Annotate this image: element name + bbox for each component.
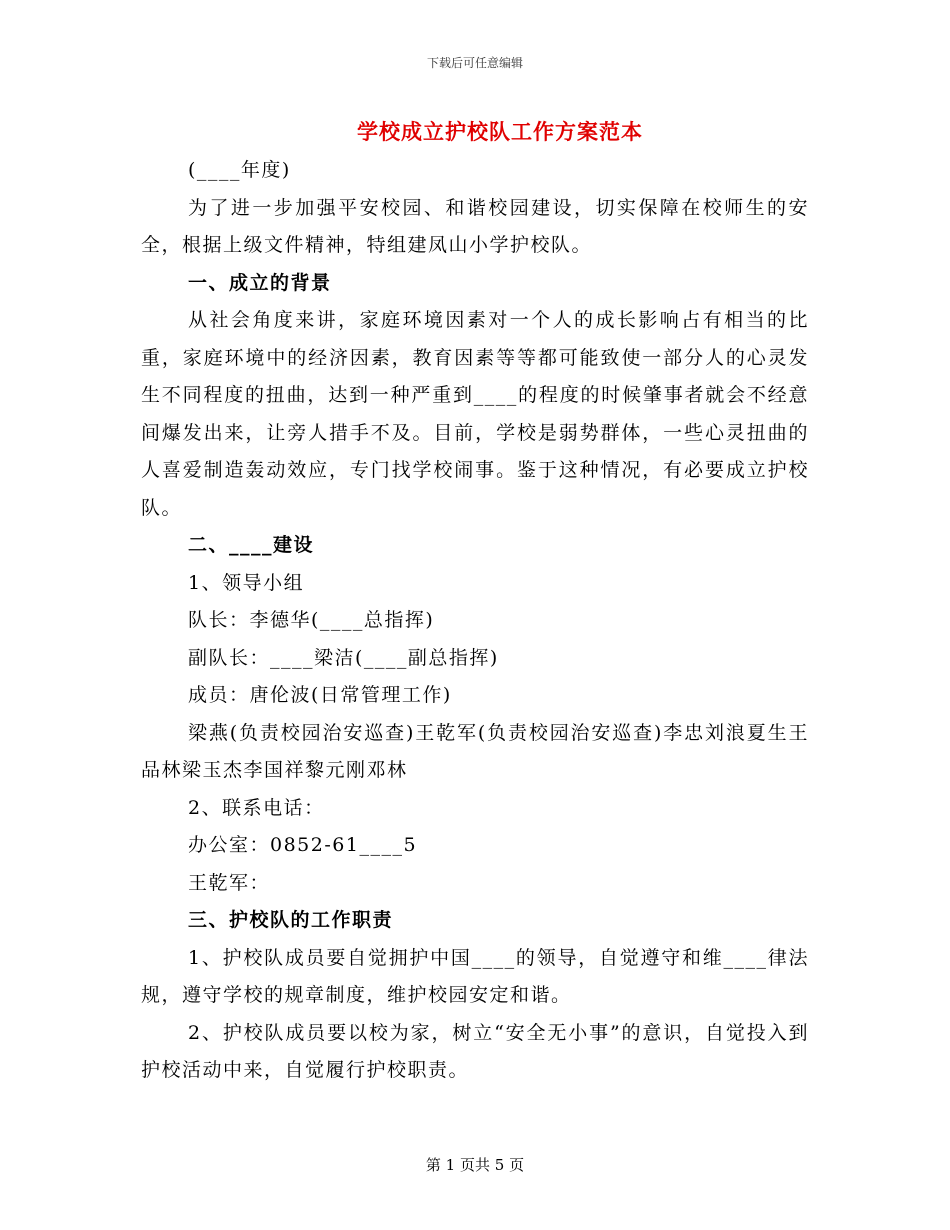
- section-heading: 一、成立的背景: [188, 271, 332, 294]
- body-paragraph: 1、护校队成员要自觉拥护中国____的领导，自觉遵守和维____律法规，遵守学校的规章制度，维护校园安定和谐。: [141, 946, 809, 1006]
- body-paragraph: 办公室：0852-61____5: [188, 834, 418, 856]
- section-heading: 二、____建设: [188, 534, 315, 556]
- body-paragraph: 队长：李德华(____总指挥): [188, 609, 435, 631]
- section-heading: 三、护校队的工作职责: [188, 909, 394, 931]
- page-indicator: 第 1 页共 5 页: [425, 1156, 525, 1174]
- body-paragraph: 1、领导小组: [188, 571, 305, 594]
- body-paragraph: 2、护校队成员要以校为家，树立“安全无小事”的意识，自觉投入到护校活动中来，自觉履行护校职责。: [141, 1021, 809, 1081]
- body-paragraph: 从社会角度来讲，家庭环境因素对一个人的成长影响占有相当的比重，家庭环境中的经济因素，教育因素等等都可能致使一部分人的心灵发生不同程度的扭曲，达到一种严重到____的程度的时候肇事者就会不经意间爆发出来，让旁人措手不及。目前，学校是弱势群体，一些心灵扭曲的人喜爱制造轰动效应，专门找学校闹事。鉴于这种情况，有必要成立护校队。: [141, 309, 809, 519]
- body-paragraph: 副队长：____梁洁(____副总指挥): [188, 646, 499, 669]
- document-body: [141, 152, 809, 1090]
- body-paragraph: 为了进一步加强平安校园、和谐校园建设，切实保障在校师生的安全，根据上级文件精神，特组建凤山小学护校队。: [141, 196, 809, 256]
- header-note: 下载后可任意编辑: [426, 56, 523, 70]
- body-paragraph: (____年度): [188, 159, 291, 181]
- body-paragraph: 2、联系电话：: [188, 796, 325, 819]
- body-paragraph: 梁燕(负责校园治安巡查)王乾军(负责校园治安巡查)李忠刘浪夏生王品林梁玉杰李国祥黎元刚邓林: [141, 721, 809, 781]
- body-paragraph: 成员：唐伦波(日常管理工作): [188, 684, 452, 706]
- body-paragraph: 王乾军：: [188, 871, 271, 894]
- document-title: 学校成立护校队工作方案范本: [357, 119, 643, 144]
